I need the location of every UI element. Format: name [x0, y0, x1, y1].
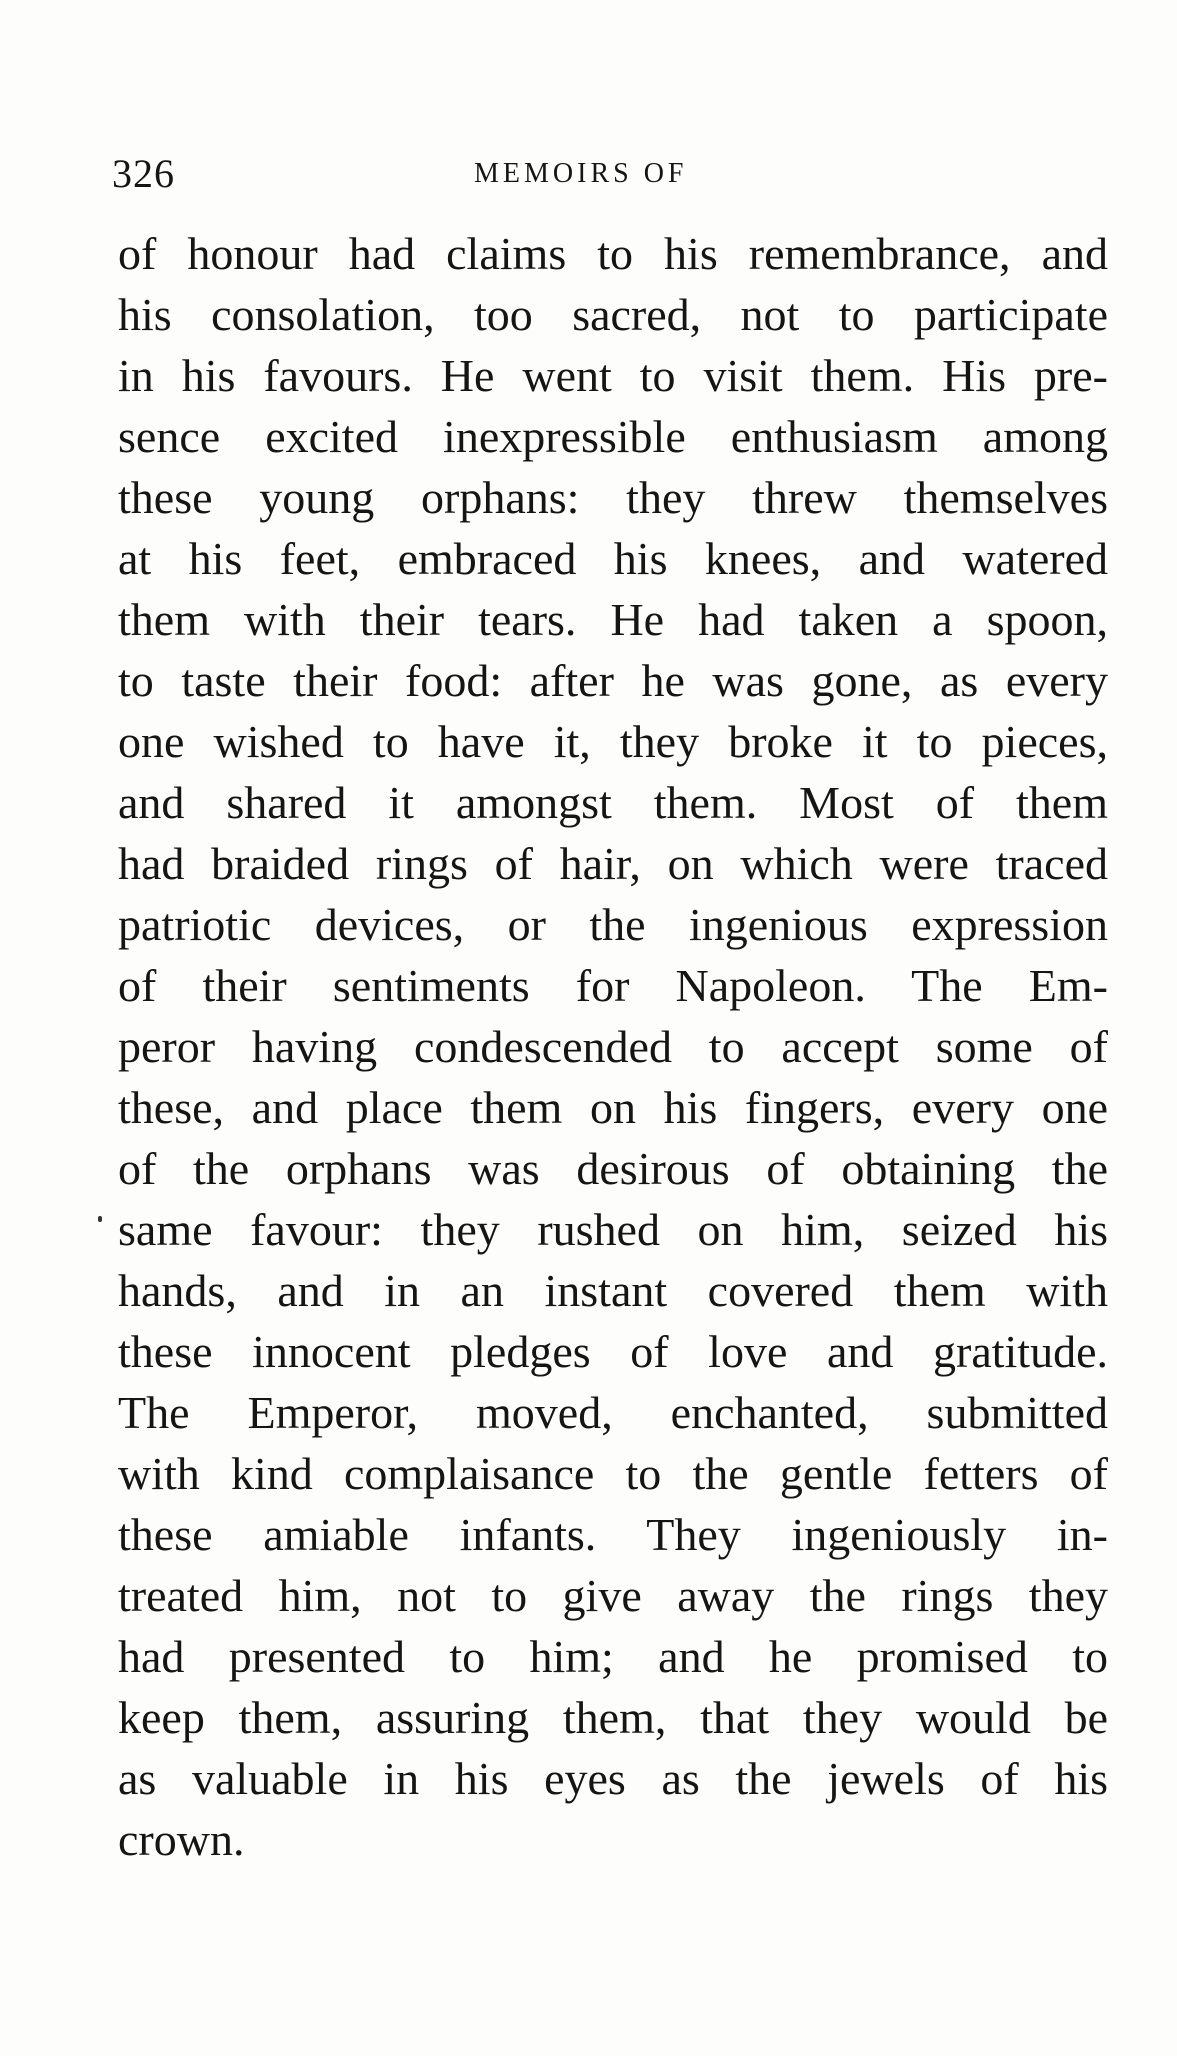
running-title: MEMOIRS OF: [474, 158, 688, 189]
text-line: his consolation, too sacred, not to participate: [118, 289, 1108, 340]
text-line: of their sentiments for Napoleon. The Em-: [118, 960, 1108, 1011]
text-line: peror having condescended to accept some of: [118, 1021, 1108, 1072]
text-line: treated him, not to give away the rings they: [118, 1570, 1108, 1621]
text-line: at his feet, embraced his knees, and watered: [118, 533, 1108, 584]
text-line: these amiable infants. They ingeniously in-: [118, 1509, 1108, 1560]
text-line: had braided rings of hair, on which were traced: [118, 838, 1108, 889]
running-head: [112, 150, 1072, 200]
text-line: one wished to have it, they broke it to pieces,: [118, 716, 1108, 767]
text-line: as valuable in his eyes as the jewels of his: [118, 1753, 1108, 1804]
text-line: same favour: they rushed on him, seized his: [118, 1204, 1108, 1255]
text-line: these innocent pledges of love and gratitude.: [118, 1326, 1108, 1377]
text-line: these young orphans: they threw themselves: [118, 472, 1108, 523]
text-line: and shared it amongst them. Most of them: [118, 777, 1108, 828]
text-line: hands, and in an instant covered them with: [118, 1265, 1108, 1316]
stray-ink-mark: [98, 1216, 102, 1222]
text-line: crown.: [118, 1814, 245, 1865]
body-text: [118, 223, 1108, 1870]
text-line: these, and place them on his fingers, every one: [118, 1082, 1108, 1133]
text-line: of honour had claims to his remembrance, and: [118, 228, 1108, 279]
text-line: in his favours. He went to visit them. His pre-: [118, 350, 1108, 401]
text-line: them with their tears. He had taken a spoon,: [118, 594, 1108, 645]
text-line: The Emperor, moved, enchanted, submitted: [118, 1387, 1108, 1438]
text-line: to taste their food: after he was gone, as every: [118, 655, 1108, 706]
text-line: had presented to him; and he promised to: [118, 1631, 1108, 1682]
text-line: sence excited inexpressible enthusiasm among: [118, 411, 1108, 462]
text-line: patriotic devices, or the ingenious expression: [118, 899, 1108, 950]
text-line: with kind complaisance to the gentle fetters of: [118, 1448, 1108, 1499]
text-line: of the orphans was desirous of obtaining the: [118, 1143, 1108, 1194]
page-number: 326: [112, 151, 175, 196]
text-line: keep them, assuring them, that they would be: [118, 1692, 1108, 1743]
